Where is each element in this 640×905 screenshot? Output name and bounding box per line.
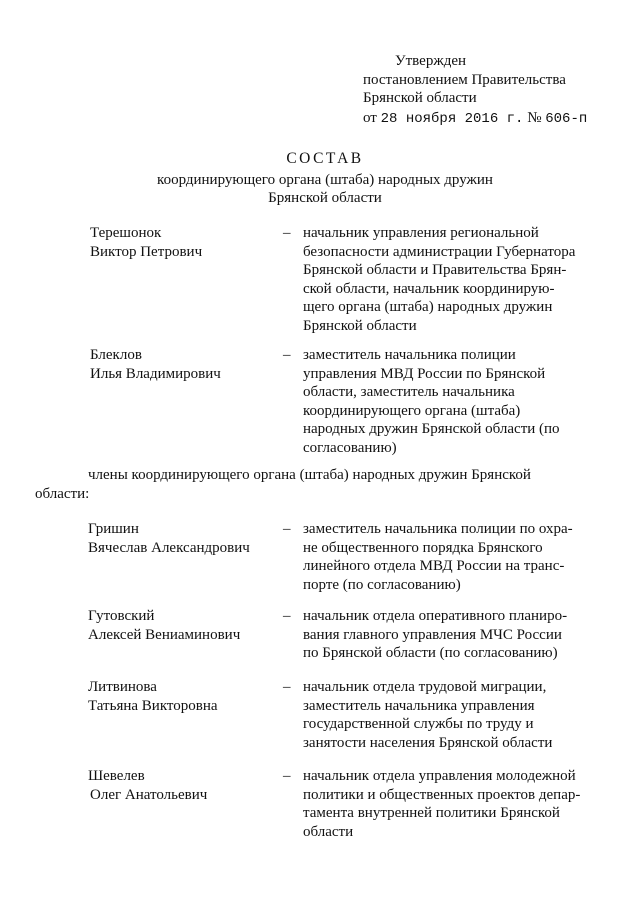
role-line: народных дружин Брянской области (по [303,421,560,438]
role-line: безопасности администрации Губернатора [303,243,576,260]
members-intro-line2: области: [35,485,90,502]
approval-line-resolution: постановлением Правительства [363,71,566,88]
approval-number: 606-п [545,110,588,127]
approval-date-prefix: от [363,109,377,126]
role-line: начальник отдела трудовой миграции, [303,679,547,695]
member-surname: Литвинова [88,679,157,695]
role-line: начальник отдела оперативного планиро- [303,608,568,624]
member-given-name: Виктор Петрович [90,243,203,260]
members-intro-line1: члены координирующего органа (штаба) народных дружин Брянской [88,467,531,483]
approval-number-sign: № [527,109,542,126]
members-intro [35,466,588,503]
member-surname: Терешонок [90,225,162,241]
role-line: управления МВД России по Брянской [303,365,546,382]
role-line: вания главного управления МЧС России [303,626,562,643]
member-role [303,520,583,594]
role-line: ской области, начальник координирую- [303,280,555,297]
role-line: Брянской области и Правительства Брян- [303,262,567,279]
member-surname: Блеклов [90,347,142,363]
role-line: координирующего органа (штаба) [303,402,521,419]
member-given-name: Олег Анатольевич [90,786,208,803]
member-name [88,520,250,557]
dash-separator: – [283,225,291,241]
role-line: тамента внутренней политики Брянской [303,805,560,822]
role-line: щего органа (штаба) народных дружин [303,299,553,316]
role-line: не общественного порядка Брянского [303,539,543,556]
role-line: начальник отдела управления молодежной [303,768,576,784]
role-line: Брянской области [303,317,417,334]
member-role [303,607,583,663]
member-role [303,346,583,458]
role-line: области, заместитель начальника [303,384,515,401]
dash-separator: – [283,608,291,624]
role-line: области [303,823,354,840]
member-name [90,346,221,383]
member-surname: Гришин [88,521,139,537]
member-given-name: Татьяна Викторовна [88,697,218,714]
member-name [88,767,207,804]
role-line: начальник управления региональной [303,225,539,241]
member-surname: Шевелев [88,768,145,784]
member-given-name: Илья Владимирович [90,365,221,382]
approval-stamp [363,52,587,128]
approval-date-line [363,109,587,129]
member-given-name: Алексей Вениаминович [88,626,241,643]
role-line: порте (по согласованию) [303,576,461,593]
member-name [90,224,202,261]
role-line: государственной службы по труду и [303,716,534,733]
member-surname: Гутовский [88,608,155,624]
dash-separator: – [283,347,291,363]
approval-line-approved: Утвержден [395,53,467,69]
approval-line-region: Брянской области [363,90,477,107]
title-subtitle-line1: координирующего органа (штаба) народных дружин [157,171,493,188]
dash-separator: – [283,768,291,784]
dash-separator: – [283,521,291,537]
dash-separator: – [283,679,291,695]
role-line: занятости населения Брянской области [303,734,553,751]
title-main: СОСТАВ [286,150,364,167]
document-title [0,150,640,208]
role-line: политики и общественных проектов депар- [303,786,581,803]
member-name [88,678,218,715]
approval-date: 28 ноября 2016 г. [380,110,524,127]
title-subtitle-line2: Брянской области [268,190,382,207]
member-given-name: Вячеслав Александрович [88,539,250,556]
member-role [303,678,583,752]
role-line: согласованию) [303,439,397,456]
member-name [88,607,240,644]
role-line: по Брянской области (по согласованию) [303,645,558,662]
role-line: заместитель начальника полиции [303,347,516,363]
role-line: линейного отдела МВД России на транс- [303,558,565,575]
role-line: заместитель начальника управления [303,697,535,714]
member-role [303,767,583,841]
role-line: заместитель начальника полиции по охра- [303,521,573,537]
member-role [303,224,583,336]
